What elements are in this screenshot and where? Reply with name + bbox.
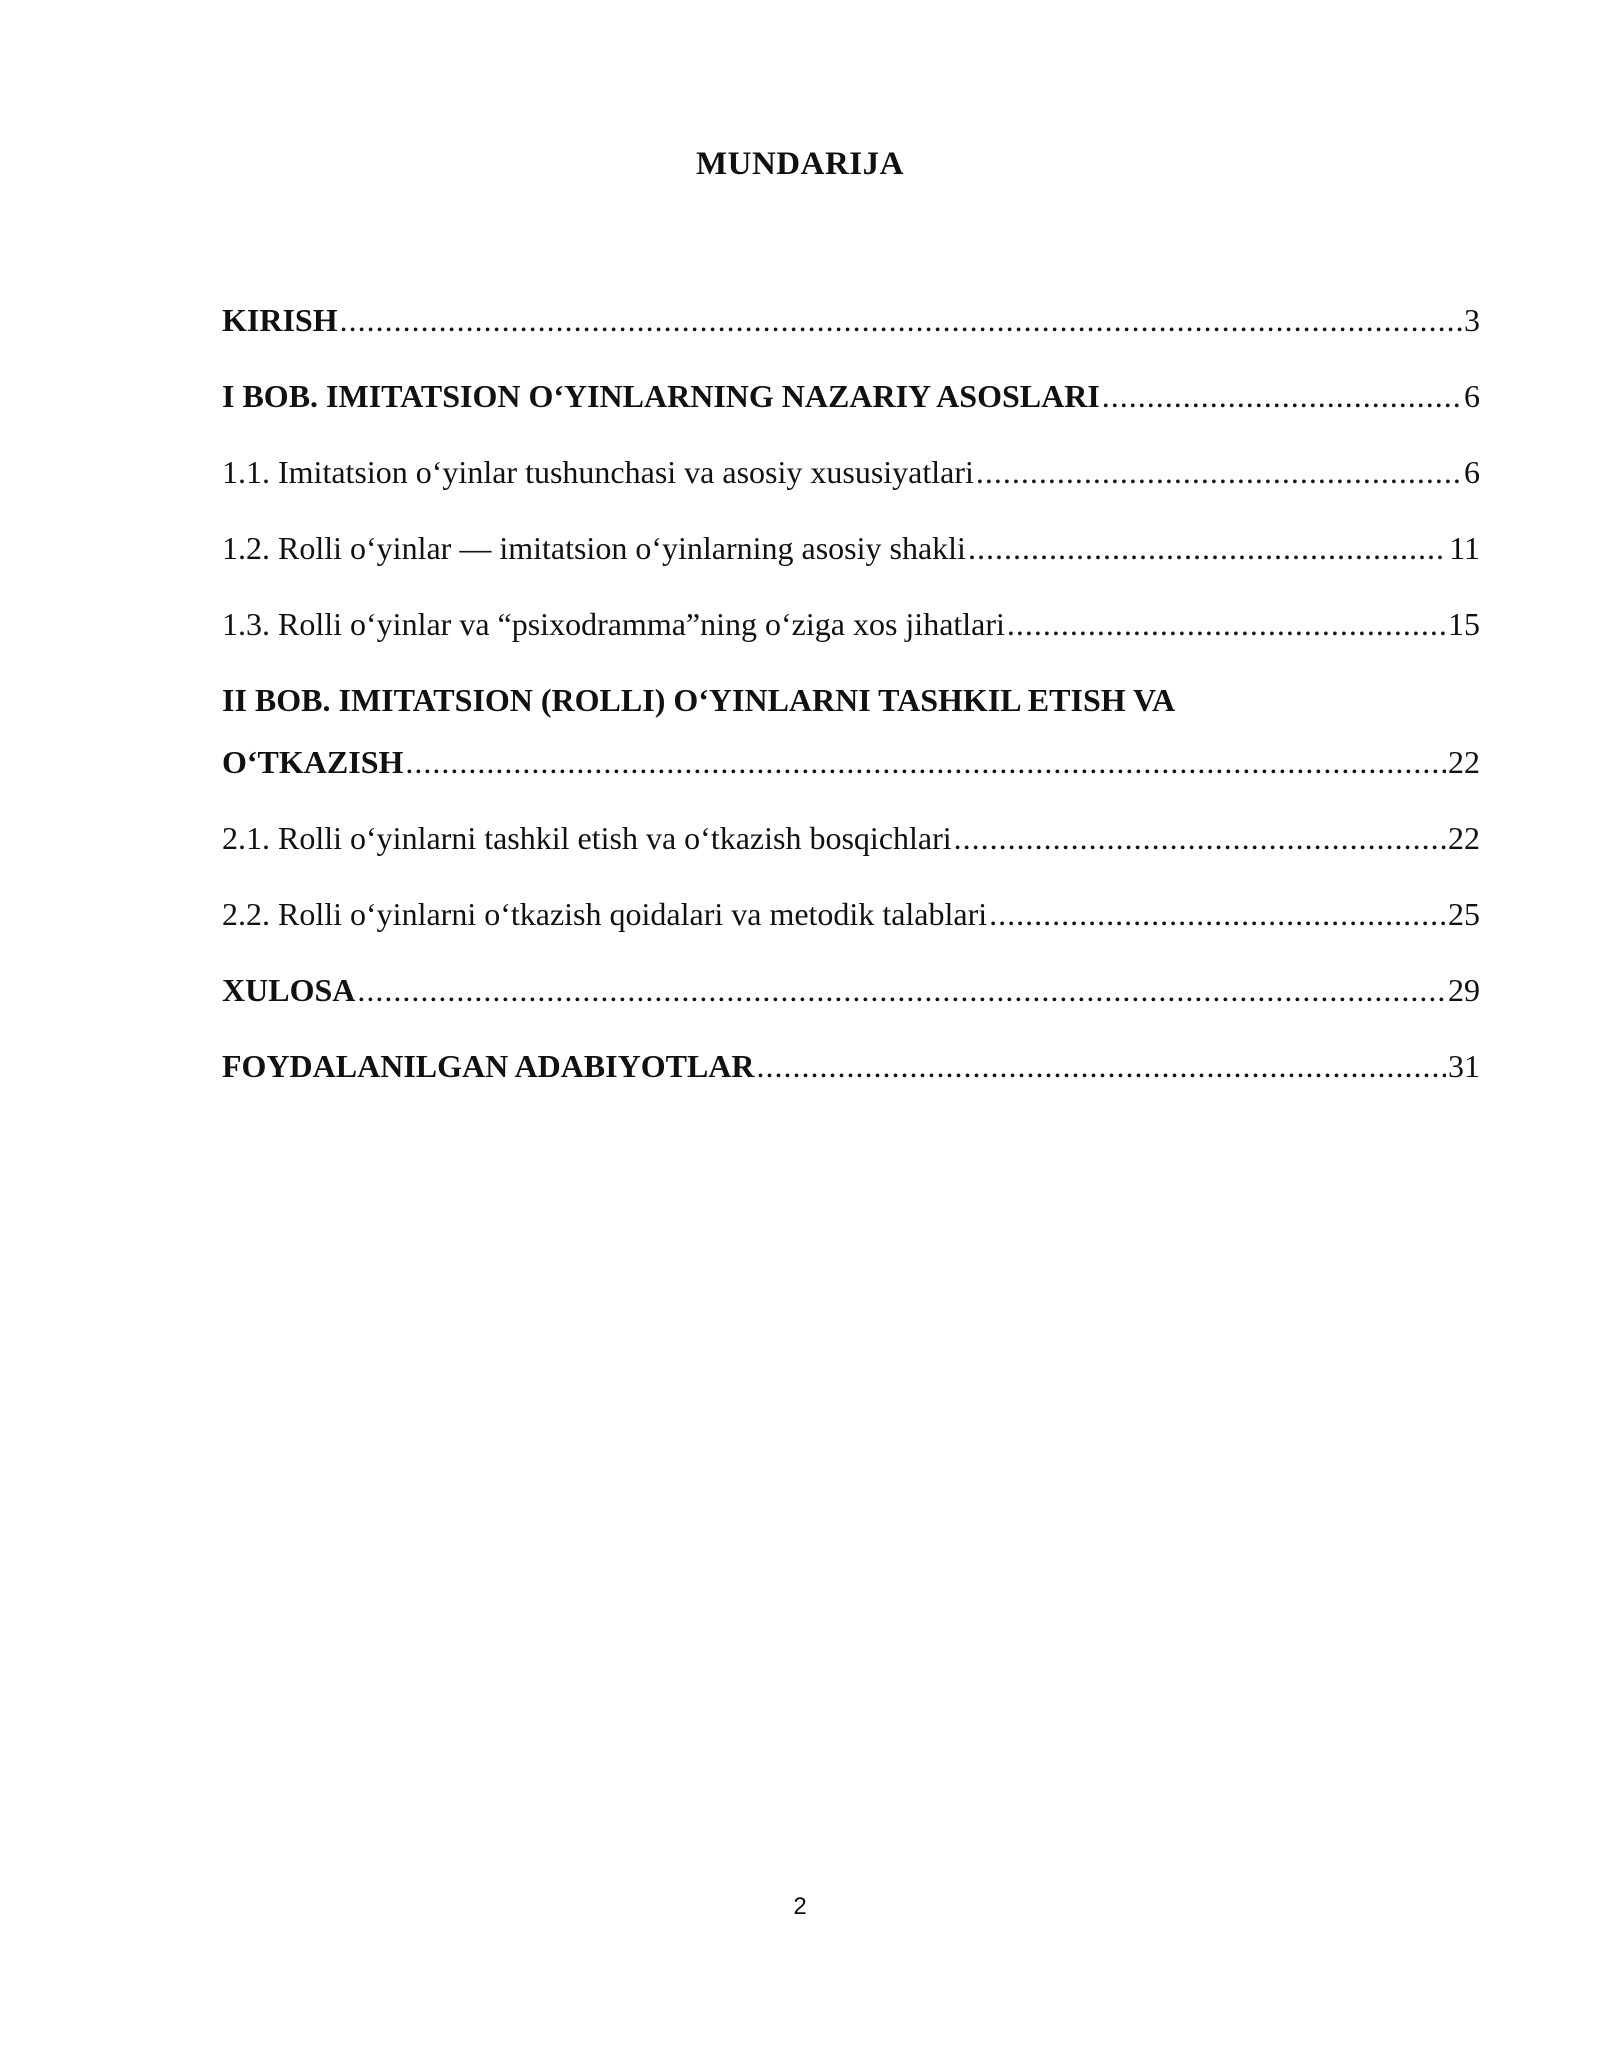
toc-entry-page: 25 bbox=[1448, 896, 1480, 932]
dot-leader bbox=[1007, 606, 1446, 643]
toc-entry-chapter-2-line-1[interactable]: II BOB. IMITATSION (ROLLI) O‘YINLARNI TASHKIL ETISH VA bbox=[222, 682, 1176, 718]
dot-leader bbox=[989, 896, 1446, 933]
toc-entry-page: 29 bbox=[1448, 972, 1480, 1008]
toc-entry-page: 31 bbox=[1448, 1048, 1480, 1084]
toc-entry-page: 6 bbox=[1464, 454, 1480, 490]
dot-leader bbox=[976, 454, 1462, 491]
toc-entry-label: FOYDALANILGAN ADABIYOTLAR bbox=[222, 1048, 755, 1084]
toc-entry-label: XULOSA bbox=[222, 972, 356, 1008]
toc-entry-chapter-1[interactable] bbox=[222, 378, 1480, 415]
toc-entry-section-2-1[interactable] bbox=[222, 820, 1480, 857]
toc-entry-section-1-1[interactable] bbox=[222, 454, 1480, 491]
toc-entry-label: KIRISH bbox=[222, 302, 338, 338]
toc-entry-label: O‘TKAZISH bbox=[222, 744, 404, 780]
toc-entry-label: 2.1. Rolli o‘yinlarni tashkil etish va o‘tkazish bosqichlari bbox=[222, 820, 952, 856]
toc-entry-page: 22 bbox=[1448, 820, 1480, 856]
toc-entry-section-2-2[interactable] bbox=[222, 896, 1480, 933]
toc-entry-page: 22 bbox=[1448, 744, 1480, 780]
dot-leader bbox=[405, 744, 1446, 781]
dot-leader bbox=[357, 972, 1446, 1009]
toc-entry-label: 2.2. Rolli o‘yinlarni o‘tkazish qoidalari va metodik talablari bbox=[222, 896, 988, 932]
page-number: 2 bbox=[793, 1893, 807, 1920]
toc-entry-section-1-3[interactable] bbox=[222, 606, 1480, 643]
toc-entry-xulosa[interactable] bbox=[222, 972, 1480, 1009]
toc-entry-page: 3 bbox=[1464, 302, 1480, 338]
toc-entry-label: 1.2. Rolli o‘yinlar — imitatsion o‘yinlarning asosiy shakli bbox=[222, 530, 966, 566]
dot-leader bbox=[757, 1048, 1447, 1085]
toc-entry-chapter-2[interactable] bbox=[222, 744, 1480, 781]
toc-entry-page: 11 bbox=[1449, 530, 1480, 566]
page-title: MUNDARIJA bbox=[696, 146, 904, 182]
toc-entry-adabiyotlar[interactable] bbox=[222, 1048, 1480, 1085]
toc-entry-label: 1.3. Rolli o‘yinlar va “psixodramma”ning o‘ziga xos jihatlari bbox=[222, 606, 1005, 642]
dot-leader bbox=[1102, 378, 1462, 415]
toc-entry-kirish[interactable] bbox=[222, 302, 1480, 339]
toc-entry-label: 1.1. Imitatsion o‘yinlar tushunchasi va asosiy xususiyatlari bbox=[222, 454, 974, 490]
dot-leader bbox=[340, 302, 1462, 339]
toc-entry-page: 15 bbox=[1448, 606, 1480, 642]
dot-leader bbox=[968, 530, 1447, 567]
toc-entry-section-1-2[interactable] bbox=[222, 530, 1480, 567]
toc-entry-page: 6 bbox=[1464, 378, 1480, 414]
dot-leader bbox=[954, 820, 1446, 857]
toc-entry-label: I BOB. IMITATSION O‘YINLARNING NAZARIY ASOSLARI bbox=[222, 378, 1100, 414]
